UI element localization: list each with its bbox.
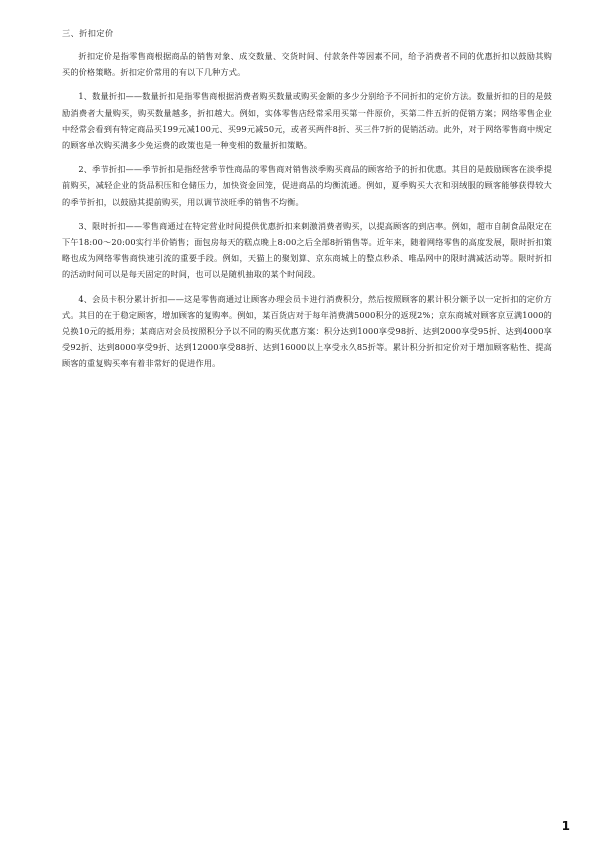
page-number: 1 bbox=[561, 819, 570, 833]
document-body bbox=[62, 28, 552, 380]
paragraph-membership-points-discount: 4、会员卡积分累计折扣——这是零售商通过让顾客办理会员卡进行消费积分，然后按照顾客的累计积分额予以一定折扣的定价方式。其目的在于稳定顾客，增加顾客的复购率。例如，某百货店对于每年消费满5000积分的返现2%；京东商城对顾客京豆满1000的兑换10元的抵用券；某商店对会员按照积分予以不同的购买优惠方案：积分达到1000享受98折、达到2000享受95折、达到4000享受92折、达到8000享受9折、达到12000享受88折、达到16000以上享受永久85折等。累计积分折扣定价对于增加顾客粘性、提高顾客的重复购买率有着非常好的促进作用。 bbox=[62, 293, 552, 369]
paragraph-time-limited-discount: 3、限时折扣——零售商通过在特定营业时间提供优惠折扣来刺激消费者购买，以提高顾客的到店率。例如，超市自制食品限定在下午18:00～20:00实行半价销售；面包房每天的糕点晚上8:00之后全部8折销售等。近年来，随着网络零售的高度发展，限时折扣策略也成为网络零售商快速引流的重要手段。例如，天猫上的聚划算、京东商城上的整点秒杀、唯品网中的限时满减活动等。限时折扣的活动时间可以是每天固定的时间，也可以是随机抽取的某个时间段。 bbox=[62, 220, 552, 280]
section-heading: 三、折扣定价 bbox=[62, 28, 114, 38]
paragraph-quantity-discount: 1、数量折扣——数量折扣是指零售商根据消费者购买数量或购买金额的多少分别给予不同折扣的定价方法。数量折扣的目的是鼓励消费者大量购买，购买数量越多，折扣越大。例如，实体零售店经常采用买第一件原价，买第二件五折的促销方案；网络零售企业中经常会看到有特定商品买199元减100元、买99元减50元，或者买两件8折、买三件7折的促销活动。此外，对于网络零售商中规定的顾客单次购买满多少免运费的政策也是一种变相的数量折扣策略。 bbox=[62, 91, 552, 151]
paragraph-seasonal-discount: 2、季节折扣——季节折扣是指经营季节性商品的零售商对销售淡季购买商品的顾客给予的折扣优惠。其目的是鼓励顾客在淡季提前购买，减轻企业的货品积压和仓储压力，加快资金回笼，促进商品的均衡流通。例如，夏季购买大衣和羽绒服的顾客能够获得较大的季节折扣，以鼓励其提前购买，用以调节淡旺季的销售不均衡。 bbox=[62, 164, 552, 207]
paragraph-intro: 折扣定价是指零售商根据商品的销售对象、成交数量、交货时间、付款条件等因素不同，给予消费者不同的优惠折扣以鼓励其购买的价格策略。折扣定价常用的有以下几种方式。 bbox=[62, 51, 552, 78]
